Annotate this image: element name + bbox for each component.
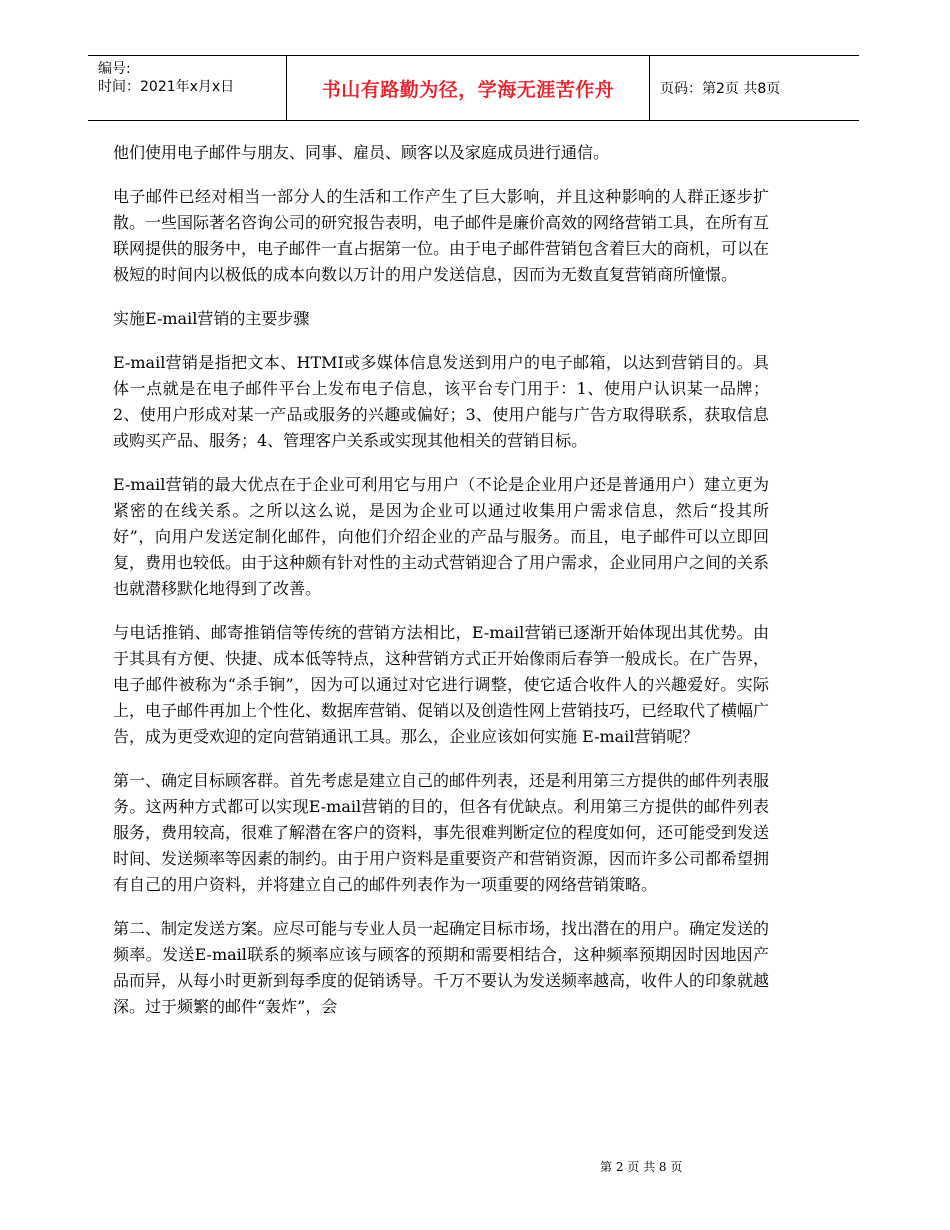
paragraph: E-mail营销是指把文本、HTMI或多媒体信息发送到用户的电子邮箱，以达到营销目的。具体一点就是在电子邮件平台上发布电子信息，该平台专门用于：1、使用户认识某一品牌；2、使用户形成对某一产品或服务的兴趣或偏好；3、使用户能与广告方取得联系，获取信息或购买产品、服务；4、管理客户关系或实现其他相关的营销目标。 (113, 353, 769, 450)
header-page-info: 页码：第2页 共8页 (660, 81, 781, 97)
header-divider (649, 56, 650, 120)
paragraph: 电子邮件已经对相当一部分人的生活和工作产生了巨大影响，并且这种影响的人群正逐步扩散。一些国际著名咨询公司的研究报告表明，电子邮件是廉价高效的网络营销工具，在所有互联网提供的服务中，电子邮件一直占据第一位。由于电子邮件营销包含着巨大的商机，可以在极短的时间内以极低的成本向数以万计的用户发送信息，因而为无数直复营销商所憧憬。 (113, 187, 770, 284)
document-number-label: 编号: (98, 61, 131, 77)
paragraph: 与电话推销、邮寄推销信等传统的营销方法相比，E-mail营销已逐渐开始体现出其优势。由于其具有方便、快捷、成本低等特点，这种营销方式正开始像雨后春笋一般成长。在广告界，电子邮件被称为“杀手锏”，因为可以通过对它进行调整，使它适合收件人的兴趣爱好。实际上，电子邮件再加上个性化、数据库营销、促销以及创造性网上营销技巧，已经取代了横幅广告，成为更受欢迎的定向营销通讯工具。那么，企业应该如何实施 E-mail营销呢？ (113, 623, 770, 746)
document-time-label: 时间：2021年x月x日 (98, 79, 235, 95)
paragraph: 他们使用电子邮件与朋友、同事、雇员、顾客以及家庭成员进行通信。 (113, 143, 610, 162)
header-meta (98, 60, 288, 96)
header-motto: 书山有路勤为径，学海无涯苦作舟 (321, 78, 615, 101)
document-body (113, 140, 769, 1038)
paragraph: E-mail营销的最大优点在于企业可利用它与用户（不论是企业用户还是普通用户）建立更为紧密的在线关系。之所以这么说，是因为企业可以通过收集用户需求信息，然后“投其所好”，向用户发送定制化邮件，向他们介绍企业的产品与服务。而且，电子邮件可以立即回复，费用也较低。由于这种颇有针对性的主动式营销迎合了用户需求，企业同用户之间的关系也就潜移默化地得到了改善。 (113, 475, 770, 598)
paragraph: 第一、确定目标顾客群。首先考虑是建立自己的邮件列表，还是利用第三方提供的邮件列表服务。这两种方式都可以实现E-mail营销的目的，但各有优缺点。利用第三方提供的邮件列表服务，费用较高，很难了解潜在客户的资料，事先很难判断定位的程度如何，还可能受到发送时间、发送频率等因素的制约。由于用户资料是重要资产和营销资源，因而许多公司都希望拥有自己的用户资料，并将建立自己的邮件列表作为一项重要的网络营销策略。 (113, 771, 770, 894)
section-heading: 实施E-mail营销的主要步骤 (113, 309, 310, 328)
page-header (88, 55, 859, 121)
page-footer: 第 2 页 共 8 页 (600, 1160, 683, 1174)
paragraph: 第二、制定发送方案。应尽可能与专业人员一起确定目标市场，找出潜在的用户。确定发送的频率。发送E-mail联系的频率应该与顾客的预期和需要相结合，这种频率预期因时因地因产品而异，从每小时更新到每季度的促销诱导。千万不要认为发送频率越高，收件人的印象就越深。过于频繁的邮件“轰炸”，会 (113, 919, 770, 1016)
